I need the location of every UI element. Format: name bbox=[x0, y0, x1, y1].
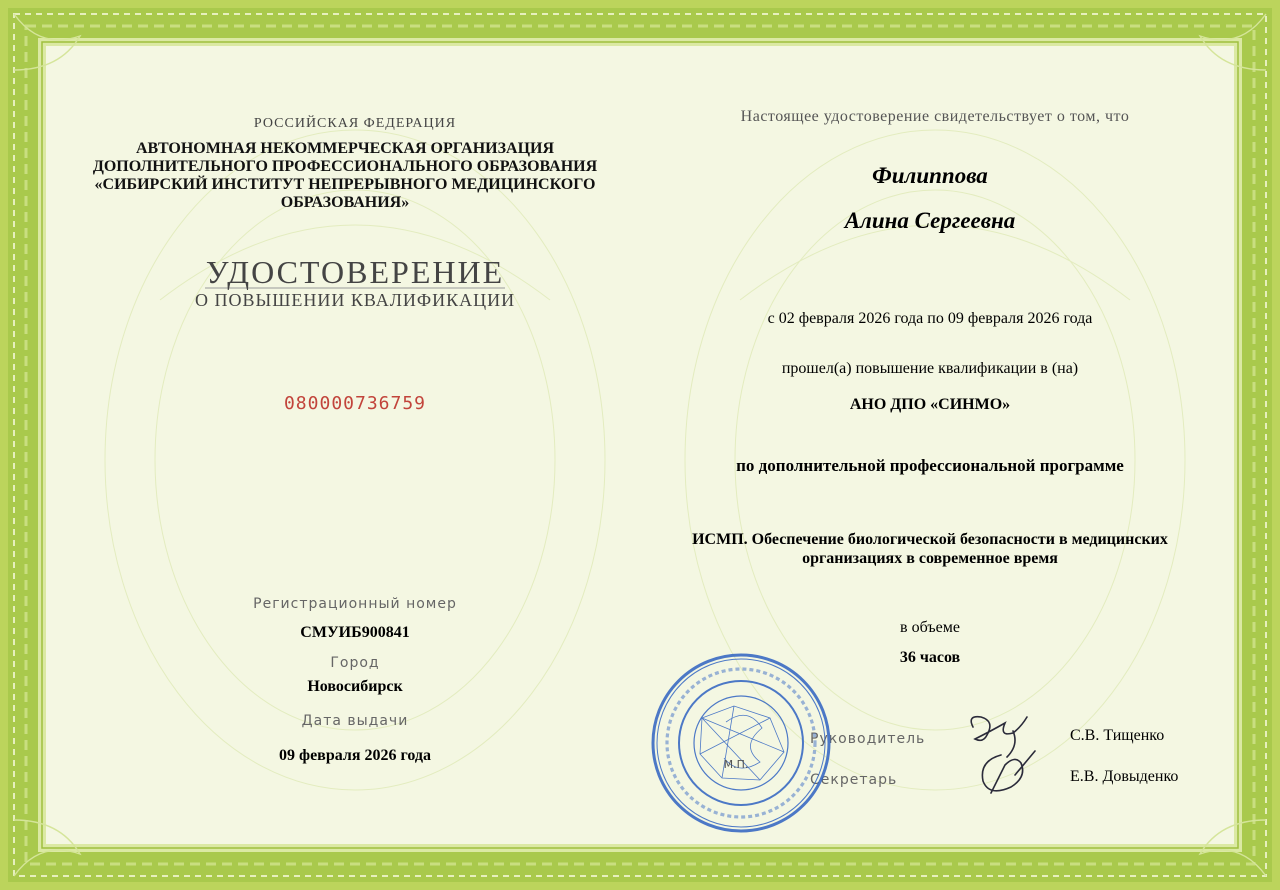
federation-header: РОССИЙСКАЯ ФЕДЕРАЦИЯ bbox=[253, 116, 457, 131]
city-label: Город bbox=[330, 655, 380, 671]
city: Новосибирск bbox=[307, 678, 403, 695]
volume-hours: 36 часов bbox=[899, 649, 961, 666]
program-heading: по дополнительной профессиональной программе bbox=[736, 456, 1124, 475]
institution-short-name: АНО ДПО «СИНМО» bbox=[849, 396, 1011, 413]
certificate-intro: Настоящее удостоверение свидетельствует о том, что bbox=[740, 108, 1130, 125]
holder-given-names: Алина Сергеевна bbox=[844, 208, 1016, 233]
program-name: ИСМП. Обеспечение биологической безопасности в медицинских организациях в современное время bbox=[692, 531, 1168, 567]
issue-date-label: Дата выдачи bbox=[301, 713, 409, 729]
head-role-label: Руководитель bbox=[810, 731, 926, 747]
completion-statement: прошел(а) повышение квалификации в (на) bbox=[781, 360, 1079, 377]
document-subtitle: О ПОВЫШЕНИИ КВАЛИФИКАЦИИ bbox=[195, 290, 516, 310]
registration-number-label: Регистрационный номер bbox=[253, 596, 457, 612]
document-title: УДОСТОВЕРЕНИЕ bbox=[205, 254, 505, 290]
signature-image bbox=[955, 705, 1050, 800]
volume-label: в объеме bbox=[900, 619, 960, 636]
blank-serial-number: 080000736759 bbox=[283, 393, 427, 414]
head-name: С.В. Тищенко bbox=[1070, 727, 1165, 744]
organization-name: АВТОНОМНАЯ НЕКОММЕРЧЕСКАЯ ОРГАНИЗАЦИЯ ДОПОЛНИТЕЛЬНОГО ПРОФЕССИОНАЛЬНОГО ОБРАЗОВАНИЯ «СИБИРСКИЙ ИНСТИТУТ НЕПРЕРЫВНОГО МЕДИЦИНСКОГО ОБРАЗОВАНИЯ» bbox=[92, 140, 598, 211]
secretary-role-label: Секретарь bbox=[810, 772, 898, 788]
stamp-place-label: М.П. bbox=[723, 758, 749, 771]
registration-number: СМУИБ900841 bbox=[300, 624, 410, 641]
holder-surname: Филиппова bbox=[872, 163, 988, 188]
issue-date: 09 февраля 2026 года bbox=[279, 747, 431, 764]
seal-stamp bbox=[650, 652, 832, 834]
secretary-name: Е.В. Довыденко bbox=[1070, 768, 1179, 785]
training-period: с 02 февраля 2026 года по 09 февраля 2026 года bbox=[767, 310, 1093, 327]
